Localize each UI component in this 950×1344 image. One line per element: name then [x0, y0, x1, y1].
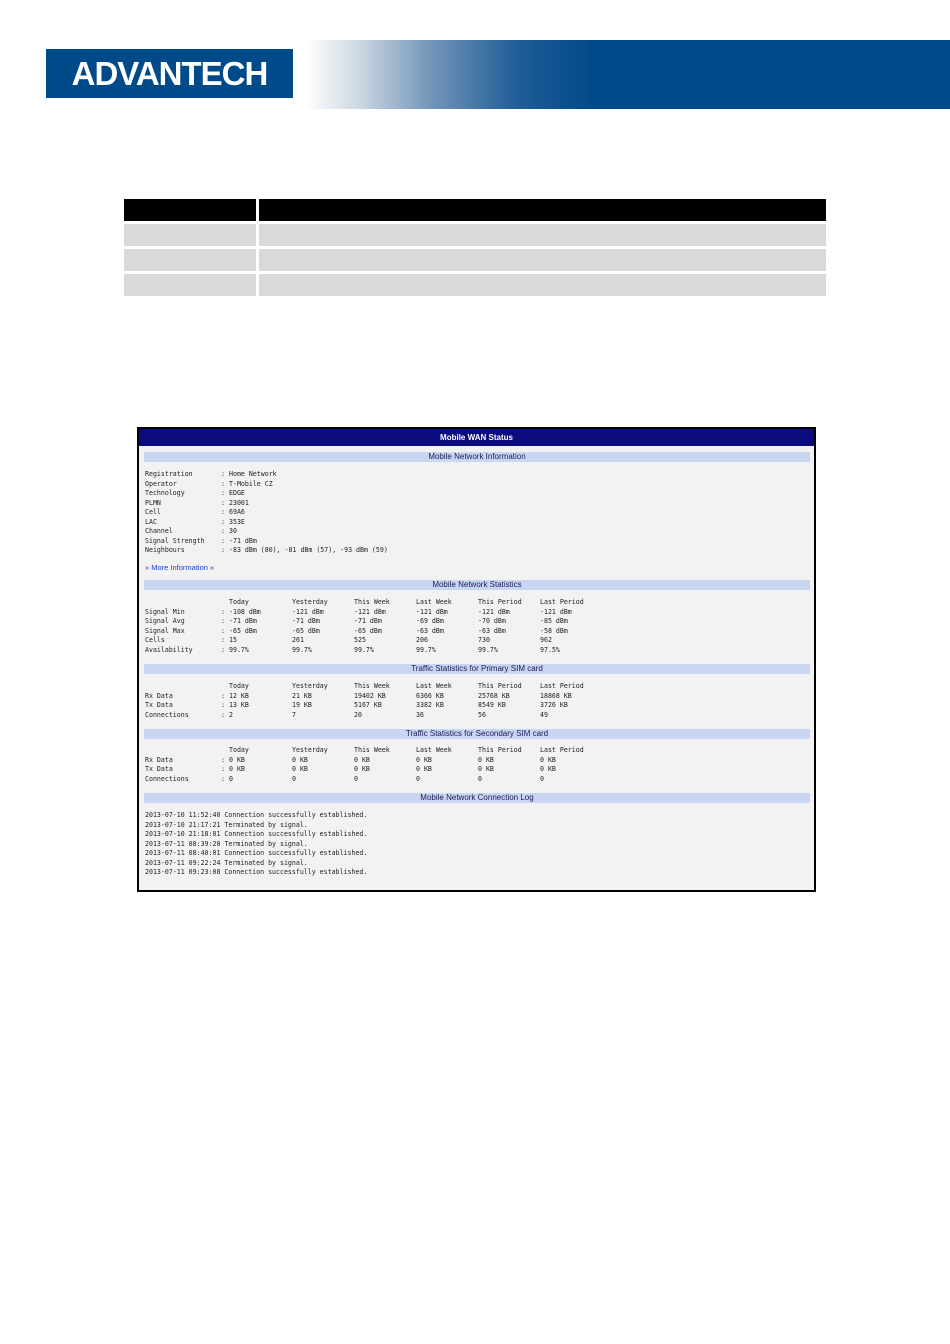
cell-value: -58 dBm — [540, 626, 568, 635]
colon-separator: : — [221, 701, 225, 709]
colon-separator: : — [221, 645, 225, 654]
info-value: 353E — [229, 517, 245, 526]
column-header: Last Week — [416, 682, 452, 690]
cell-value: -121 dBm — [292, 607, 324, 616]
colon-separator: : — [221, 765, 225, 773]
colon-separator: : — [221, 774, 225, 783]
cell-value: -65 dBm — [292, 626, 320, 635]
row-label: Availability — [145, 645, 193, 654]
section-heading-primary-sim: Traffic Statistics for Primary SIM card — [144, 664, 810, 674]
row-label: Connections — [145, 774, 189, 783]
spec-table — [124, 196, 826, 299]
cell-value: 6366 KB — [416, 691, 444, 700]
table-header-row — [124, 199, 826, 221]
column-header: Last Period — [540, 598, 584, 606]
cell-value: 8549 KB — [478, 701, 506, 709]
info-value: EDGE — [229, 489, 245, 497]
row-label: Signal Avg — [145, 617, 185, 625]
cell-value: -121 dBm — [540, 607, 572, 616]
cell-value: 5167 KB — [354, 701, 382, 709]
log-line: 2013-07-10 21:17:21 Terminated by signal. — [145, 820, 308, 829]
column-header: Today — [229, 682, 249, 690]
cell-value: 0 — [478, 774, 482, 783]
cell-value: 49 — [540, 710, 548, 719]
cell-value: 0 KB — [416, 755, 432, 764]
colon-separator: : — [221, 710, 225, 719]
cell-value: -70 dBm — [478, 617, 506, 625]
cell-value: 99.7% — [229, 645, 249, 654]
cell-value: 0 KB — [416, 765, 432, 773]
cell-value: 0 KB — [229, 755, 245, 764]
column-header: Yesterday — [292, 598, 328, 606]
column-header: Today — [229, 598, 249, 606]
cell-value: -121 dBm — [416, 607, 448, 616]
row-label: Signal Min — [145, 607, 185, 616]
connection-log — [145, 811, 367, 878]
cell-value: -71 dBm — [292, 617, 320, 625]
cell-value: -69 dBm — [416, 617, 444, 625]
cell-value: -63 dBm — [478, 626, 506, 635]
row-label: Cells — [145, 636, 165, 644]
info-value: T-Mobile CZ — [229, 479, 273, 488]
cell-value: -71 dBm — [354, 617, 382, 625]
cell-value: 99.7% — [416, 645, 436, 654]
colon-separator: : — [221, 508, 225, 516]
column-header: This Week — [354, 598, 390, 606]
colon-separator: : — [221, 527, 225, 535]
cell-value: 0 — [540, 774, 544, 783]
colon-separator: : — [221, 479, 225, 488]
cell-value: 0 — [292, 774, 296, 783]
cell-value: 20 — [354, 710, 362, 719]
column-header: Today — [229, 746, 249, 754]
cell-value: 0 KB — [354, 765, 370, 773]
cell-value: 3382 KB — [416, 701, 444, 709]
info-label: Cell — [145, 508, 161, 516]
log-line: 2013-07-10 11:52:40 Connection successfully established. — [145, 811, 368, 819]
info-value: Home Network — [229, 470, 277, 478]
cell-value: 56 — [478, 710, 486, 719]
cell-value: 36 — [416, 710, 424, 719]
colon-separator: : — [221, 536, 225, 545]
cell-value: 0 KB — [540, 755, 556, 764]
row-label: Rx Data — [145, 755, 173, 764]
cell-value: 962 — [540, 636, 552, 644]
page-title: Mobile WAN Status — [139, 429, 814, 446]
cell-value: 730 — [478, 636, 490, 644]
info-value: 23001 — [229, 498, 249, 507]
cell-value: 0 KB — [540, 765, 556, 773]
cell-value: 0 KB — [354, 755, 370, 764]
more-information-link[interactable]: » More Information « — [145, 563, 215, 572]
cell-value: 0 KB — [229, 765, 245, 773]
section-heading-network-info: Mobile Network Information — [144, 452, 810, 462]
column-header: Last Week — [416, 598, 452, 606]
column-header: Last Period — [540, 746, 584, 754]
cell-value: 0 KB — [478, 755, 494, 764]
info-value: -71 dBm — [229, 536, 257, 545]
cell-value: 0 — [354, 774, 358, 783]
log-line: 2013-07-10 21:18:01 Connection successfully established. — [145, 830, 368, 838]
advantech-logo: ADVANTECH — [46, 49, 293, 98]
cell-value: 18868 KB — [540, 691, 572, 700]
row-label: Rx Data — [145, 691, 173, 700]
cell-value: 15 — [229, 636, 237, 644]
cell-value: 19402 KB — [354, 691, 386, 700]
section-heading-secondary-sim: Traffic Statistics for Secondary SIM card — [144, 729, 810, 739]
cell-value: 206 — [416, 636, 428, 644]
info-value: 30 — [229, 527, 237, 535]
cell-value: -121 dBm — [478, 607, 510, 616]
info-label: Signal Strength — [145, 536, 205, 545]
log-line: 2013-07-11 09:23:08 Connection successfully established. — [145, 868, 368, 876]
info-label: PLMN — [145, 498, 161, 507]
cell-value: -85 dBm — [540, 617, 568, 625]
cell-value: 13 KB — [229, 701, 249, 709]
cell-value: -108 dBm — [229, 607, 261, 616]
cell-value: 19 KB — [292, 701, 312, 709]
cell-value: -63 dBm — [416, 626, 444, 635]
colon-separator: : — [221, 636, 225, 644]
colon-separator: : — [221, 498, 225, 507]
cell-value: 2 — [229, 710, 233, 719]
cell-value: 3726 KB — [540, 701, 568, 709]
info-label: LAC — [145, 517, 157, 526]
cell-value: 0 KB — [478, 765, 494, 773]
table-row — [124, 274, 826, 296]
header-banner — [305, 40, 950, 109]
colon-separator: : — [221, 489, 225, 497]
cell-value: -71 dBm — [229, 617, 257, 625]
section-heading-connection-log: Mobile Network Connection Log — [144, 793, 810, 803]
cell-value: 261 — [292, 636, 304, 644]
info-value: 69A6 — [229, 508, 245, 516]
info-label: Operator — [145, 479, 177, 488]
cell-value: 99.7% — [354, 645, 374, 654]
log-line: 2013-07-11 08:39:20 Terminated by signal. — [145, 839, 308, 848]
cell-value: 0 — [416, 774, 420, 783]
column-header: This Period — [478, 746, 522, 754]
info-value: -83 dBm (80), -81 dBm (57), -93 dBm (59) — [229, 546, 388, 554]
column-header: Yesterday — [292, 746, 328, 754]
column-header: Last Week — [416, 746, 452, 754]
cell-value: 21 KB — [292, 691, 312, 700]
cell-value: 99.7% — [478, 645, 498, 654]
row-label: Tx Data — [145, 765, 173, 773]
column-header: This Week — [354, 746, 390, 754]
cell-value: 25768 KB — [478, 691, 510, 700]
colon-separator: : — [221, 546, 225, 554]
colon-separator: : — [221, 517, 225, 526]
cell-value: 525 — [354, 636, 366, 644]
cell-value: -65 dBm — [354, 626, 382, 635]
column-header: Last Period — [540, 682, 584, 690]
colon-separator: : — [221, 470, 225, 478]
info-label: Neighbours — [145, 546, 185, 554]
section-heading-network-stats: Mobile Network Statistics — [144, 580, 810, 590]
info-label: Channel — [145, 527, 173, 535]
log-line: 2013-07-11 08:40:01 Connection successfully established. — [145, 849, 368, 857]
cell-value: 0 — [229, 774, 233, 783]
row-label: Signal Max — [145, 626, 185, 635]
colon-separator: : — [221, 691, 225, 700]
column-header: Yesterday — [292, 682, 328, 690]
cell-value: 7 — [292, 710, 296, 719]
row-label: Connections — [145, 710, 189, 719]
cell-value: 0 KB — [292, 765, 308, 773]
cell-value: -65 dBm — [229, 626, 257, 635]
log-line: 2013-07-11 09:22:24 Terminated by signal. — [145, 858, 308, 867]
table-row — [124, 249, 826, 271]
cell-value: 97.5% — [540, 645, 560, 654]
colon-separator: : — [221, 626, 225, 635]
mobile-wan-status-screenshot — [137, 427, 816, 892]
colon-separator: : — [221, 617, 225, 625]
info-label: Technology — [145, 489, 185, 497]
row-label: Tx Data — [145, 701, 173, 709]
column-header: This Period — [478, 682, 522, 690]
colon-separator: : — [221, 755, 225, 764]
info-label: Registration — [145, 470, 193, 478]
column-header: This Period — [478, 598, 522, 606]
cell-value: 0 KB — [292, 755, 308, 764]
table-row — [124, 224, 826, 246]
colon-separator: : — [221, 607, 225, 616]
cell-value: 99.7% — [292, 645, 312, 654]
column-header: This Week — [354, 682, 390, 690]
cell-value: -121 dBm — [354, 607, 386, 616]
cell-value: 12 KB — [229, 691, 249, 700]
